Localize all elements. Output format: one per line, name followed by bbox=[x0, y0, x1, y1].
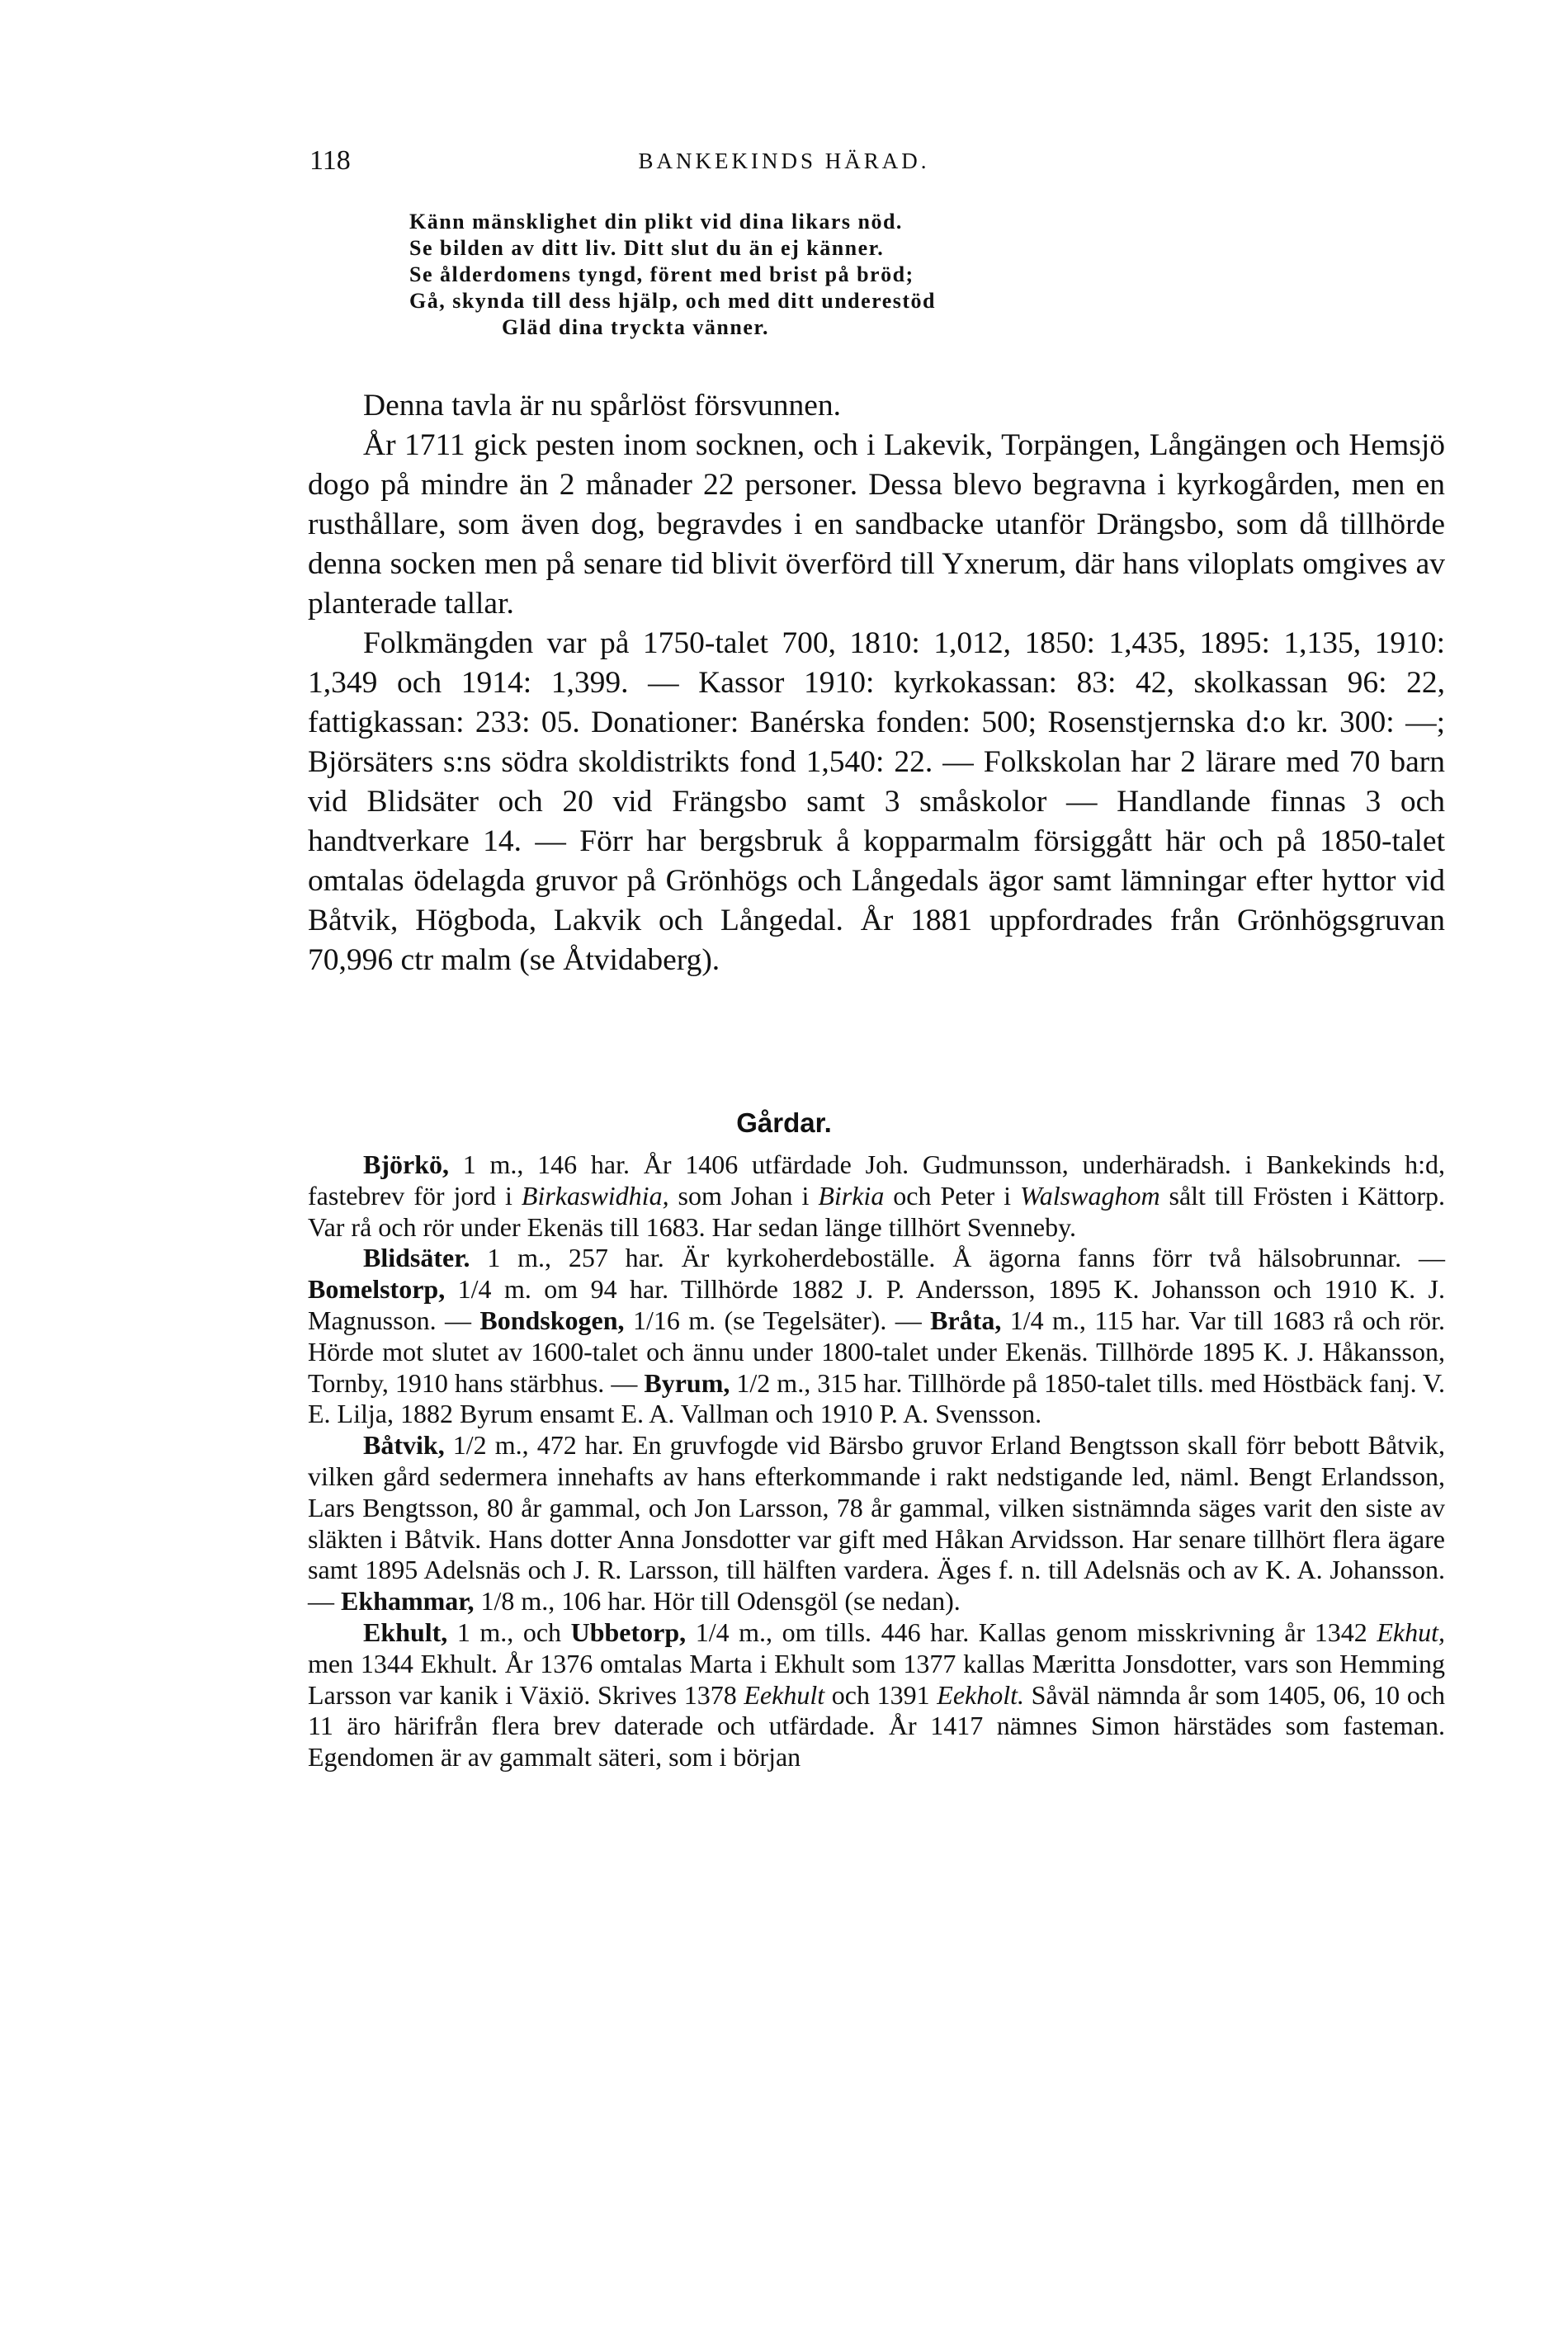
farm-name: Bondskogen, bbox=[479, 1305, 625, 1335]
farm-name: Byrum, bbox=[644, 1367, 730, 1398]
entry-text: 1/8 m., 106 har. Hör till Odensgöl (se nedan). bbox=[474, 1586, 961, 1617]
page-number: 118 bbox=[309, 145, 351, 176]
entry-italic: Ekhut, bbox=[1377, 1617, 1445, 1647]
entry-text: som Johan i bbox=[668, 1180, 819, 1211]
verse-line: Gläd dina tryckta vänner. bbox=[502, 315, 770, 339]
entry-text: 1 m., 146 har. År 1406 utfärdade Joh. Gudmunsson, underhäradsh. i Bankekinds h:d, fastebrev för jord i bbox=[308, 1149, 1445, 1211]
main-text bbox=[308, 386, 1445, 980]
entry-text: sålt till Frösten i Kättorp. Var rå och rör under Ekenäs till 1683. Har sedan länge tillhört Svenneby. bbox=[308, 1180, 1446, 1242]
entry-text: 1 m., 257 har. Är kyrkoherdeboställe. Å ägorna fanns förr två hälsobrunnar. — bbox=[470, 1243, 1445, 1273]
farm-name: Båtvik, bbox=[363, 1430, 445, 1461]
entry-text: men 1344 Ekhult. År 1376 omtalas Marta i Ekhult som 1377 kallas Mæritta Jonsdotter, vars son Hemming Larsson var kanik i Växiö. Skrives 1378 bbox=[308, 1648, 1445, 1710]
running-head: BANKEKINDS HÄRAD. bbox=[638, 149, 930, 173]
farm-entry bbox=[308, 1243, 1445, 1430]
farm-name: Bråta, bbox=[930, 1305, 1002, 1335]
farm-entries bbox=[308, 1149, 1445, 1773]
verse-line: Se ålderdomens tyngd, förent med brist på bröd; bbox=[409, 262, 914, 286]
entry-italic: Walswaghom bbox=[1020, 1180, 1160, 1211]
entry-text: och 1391 bbox=[824, 1679, 937, 1710]
entry-text: 1/4 m., om tills. 446 har. Kallas genom misskrivning år 1342 bbox=[686, 1617, 1377, 1647]
entry-text: 1/2 m., 315 har. Tillhörde på 1850-talet tills. med Höstbäck fanj. V. E. Lilja, 1882 Byrum ensamt E. A. Vallman och 1910 P. A. Svensson. bbox=[308, 1367, 1446, 1429]
farm-name: Bomelstorp, bbox=[308, 1274, 446, 1305]
verse-line: Gå, skynda till dess hjälp, och med ditt underestöd bbox=[409, 289, 937, 313]
farm-name: Ekhammar, bbox=[341, 1586, 475, 1617]
entry-italic: Birkaswidhia, bbox=[521, 1180, 669, 1211]
entry-italic: Eekholt. bbox=[937, 1679, 1024, 1710]
entry-text: 1 m., och bbox=[447, 1617, 571, 1647]
entry-italic: Birkia bbox=[818, 1180, 885, 1211]
entry-text: och Peter i bbox=[884, 1180, 1021, 1211]
verse-line: Se bilden av ditt liv. Ditt slut du än ej känner. bbox=[409, 236, 885, 260]
entry-text: 1/16 m. (se Tegelsäter). — bbox=[624, 1305, 931, 1335]
farm-name: Ekhult, bbox=[363, 1617, 448, 1647]
farm-entry bbox=[308, 1617, 1445, 1773]
entry-text: 1/4 m. om 94 har. Tillhörde 1882 J. P. Andersson, 1895 K. Johansson och 1910 K. J. Magnusson. — bbox=[308, 1274, 1445, 1335]
entry-text: Såväl nämnda år som 1405, 06, 10 och 11 äro härifrån flera brev daterade och utfärdade. År 1417 nämnes Simon härstädes som fasteman. Egendomen är av gammalt säteri, som i början bbox=[308, 1679, 1446, 1772]
farm-name: Blidsäter. bbox=[363, 1243, 470, 1273]
farm-entry bbox=[308, 1430, 1445, 1617]
section-heading: Gårdar. bbox=[736, 1107, 832, 1138]
paragraph: Folkmängden var på 1750-talet 700, 1810: 1,012, 1850: 1,435, 1895: 1,135, 1910: 1,349 och 1914: 1,399. — Kassor 1910: kyrkokassan: 83: 42, skolkassan 96: 22, fattigkassan: 233: 05. Donationer: Banérska fonden: 500; Rosenstjernska d:o kr. 300: —; Björsäters s:ns södra skoldistrikts fond 1,540: 22. — Folkskolan har 2 lärare med 70 barn vid Blidsäter och 20 vid Frängsbo samt 3 småskolor — Handlande finnas 3 och handtverkare 14. — Förr har bergsbruk å kopparmalm försiggått här och på 1850-talet omtalas ödelagda gruvor på Grönhögs och Långedals ägor samt lämningar efter hyttor vid Båtvik, Högboda, Lakvik och Långedal. År 1881 uppfordrades från Grönhögsgruvan 70,996 ctr malm (se Åtvidaberg). bbox=[308, 626, 1445, 977]
paragraph: År 1711 gick pesten inom socknen, och i Lakevik, Torpängen, Långängen och Hemsjö dogo på mindre än 2 månader 22 personer. Dessa blevo begravna i kyrkogården, men en rusthållare, som även dog, begravdes i en sandbacke utanför Drängsbo, som då tillhörde denna socken men på senare tid blivit överförd till Yxnerum, där hans viloplats omgives av planterade tallar. bbox=[308, 428, 1445, 621]
memorial-verse bbox=[409, 209, 936, 341]
farm-entry bbox=[308, 1149, 1445, 1243]
entry-text: 1/4 m., 115 har. Var till 1683 rå och rör. Hörde mot slutet av 1600-talet och ännu under 1800-talet under Ekenäs. Tillhörde 1895 K. J. Håkansson, Tornby, 1910 hans stärbhus. — bbox=[308, 1305, 1446, 1398]
paragraph: Denna tavla är nu spårlöst försvunnen. bbox=[363, 389, 841, 422]
entry-italic: Eekhult bbox=[744, 1679, 825, 1710]
farm-name: Björkö, bbox=[363, 1149, 449, 1179]
entry-text: 1/2 m., 472 har. En gruvfogde vid Bärsbo gruvor Erland Bengtsson skall förr bebott Båtvik, vilken gård sedermera innehafts av hans efterkommande i rakt nedstigande led, näml. Bengt Erlandsson, Lars Bengtsson, 80 år gammal, och Jon Larsson, 78 år gammal, vilken sistnämnda säges varit den siste av släkten i Båtvik. Hans dotter Anna Jonsdotter var gift med Håkan Arvidsson. Har senare tillhört flera ägare samt 1895 Adelsnäs och J. R. Larsson, till hälften vardera. Äges f. n. till Adelsnäs och av K. A. Johansson. — bbox=[308, 1430, 1445, 1617]
verse-line: Känn mänsklighet din plikt vid dina likars nöd. bbox=[409, 210, 903, 234]
farm-name: Ubbetorp, bbox=[570, 1617, 687, 1647]
